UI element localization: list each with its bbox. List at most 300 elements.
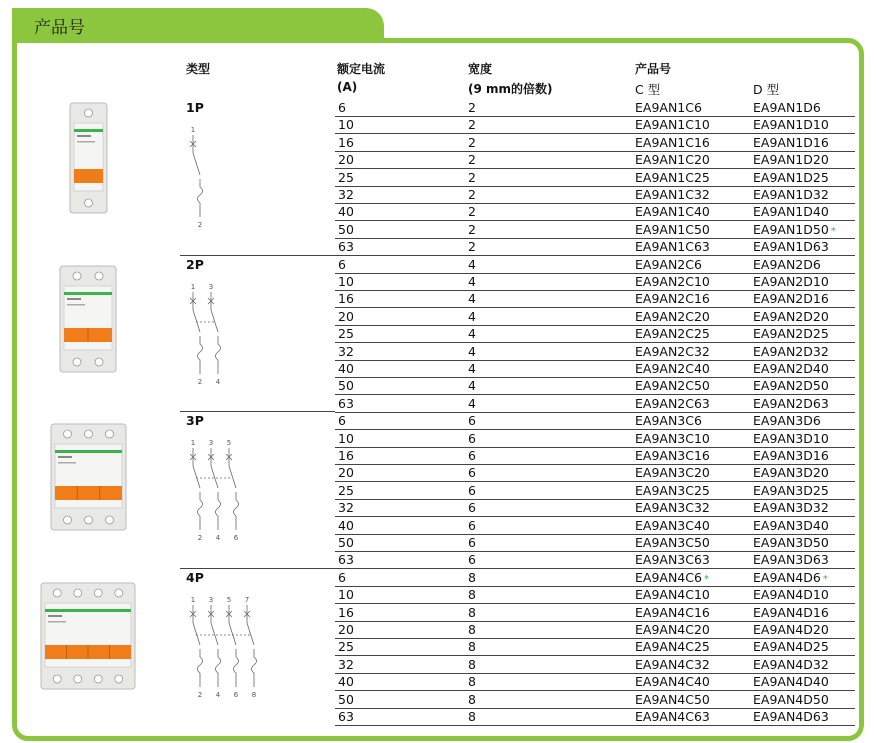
current-cell — [338, 222, 354, 238]
terminal-label-bottom: 4 — [215, 534, 221, 543]
c-type-product-cell-text: EA9AN3C16 — [635, 448, 710, 463]
width-cell — [468, 378, 476, 394]
table-row — [335, 638, 855, 656]
d-type-product-cell-text: EA9AN2D63 — [753, 395, 829, 411]
table-row — [335, 325, 855, 343]
c-type-product-cell — [635, 657, 710, 673]
d-type-product-cell-text: EA9AN3D50 — [753, 535, 829, 550]
c-type-product-cell-text: EA9AN3C6 — [635, 413, 702, 429]
width-cell — [468, 135, 476, 151]
table-row — [335, 534, 855, 552]
availability-star: * — [703, 573, 709, 585]
d-type-product-cell-text: EA9AN1D25 — [753, 169, 829, 185]
current-cell — [338, 361, 354, 377]
table-row — [335, 691, 855, 709]
c-type-product-cell-text: EA9AN4C6 — [635, 569, 702, 585]
c-type-product-cell-text: EA9AN2C16 — [635, 291, 710, 307]
c-type-product-cell-text: EA9AN3C63 — [635, 552, 710, 568]
current-cell-text: 25 — [338, 639, 354, 655]
d-type-product-cell — [753, 657, 829, 673]
width-cell-text: 2 — [468, 187, 476, 202]
d-type-product-cell — [753, 117, 829, 133]
d-type-product-cell-text: EA9AN1D16 — [753, 134, 829, 150]
header-d-type: D 型 — [753, 82, 780, 97]
c-type-product-cell-text: EA9AN4C16 — [635, 604, 710, 620]
width-cell — [468, 117, 476, 133]
width-cell — [468, 674, 476, 690]
width-cell — [468, 396, 476, 412]
d-type-product-cell-text: EA9AN4D63 — [753, 709, 829, 724]
c-type-product-cell — [635, 344, 710, 360]
width-cell — [468, 570, 476, 586]
current-cell — [338, 187, 354, 203]
breaker-product-icon — [39, 581, 137, 701]
current-cell-text: 32 — [338, 343, 354, 359]
table-row — [335, 621, 855, 639]
current-cell — [338, 291, 354, 307]
table-row — [335, 360, 855, 378]
current-cell-text: 20 — [338, 308, 354, 324]
current-cell-text: 25 — [338, 482, 354, 498]
width-cell — [468, 257, 476, 273]
d-type-product-cell-text: EA9AN1D63 — [753, 239, 829, 255]
current-cell — [338, 448, 354, 464]
table-row — [335, 134, 855, 152]
c-type-product-cell-text: EA9AN1C32 — [635, 187, 710, 202]
current-cell-text: 6 — [338, 569, 346, 585]
current-cell-text: 32 — [338, 187, 354, 202]
d-type-product-cell-text: EA9AN1D50 — [753, 221, 829, 237]
d-type-product-cell-text: EA9AN4D6 — [753, 569, 821, 585]
c-type-product-cell — [635, 465, 710, 481]
d-type-product-cell — [753, 135, 829, 151]
width-cell-text: 4 — [468, 308, 476, 324]
table-row — [335, 343, 855, 361]
width-cell — [468, 187, 476, 203]
header-current-unit: (A) — [337, 80, 358, 94]
current-cell — [338, 709, 354, 725]
group-divider — [180, 568, 335, 569]
c-type-product-cell — [635, 222, 710, 238]
d-type-product-cell — [753, 552, 829, 568]
c-type-product-cell — [635, 622, 710, 638]
width-cell — [468, 552, 476, 568]
c-type-product-cell — [635, 518, 710, 534]
group-divider — [180, 411, 335, 412]
c-type-product-cell-text: EA9AN3C32 — [635, 500, 710, 516]
breaker-product-icon — [68, 101, 109, 221]
c-type-product-cell-text: EA9AN2C50 — [635, 378, 710, 394]
width-cell-text: 8 — [468, 604, 476, 620]
current-cell — [338, 100, 346, 116]
pole-schematic-icon — [186, 123, 218, 238]
table-row — [335, 221, 855, 239]
table-row — [335, 308, 855, 326]
d-type-product-cell-text: EA9AN1D10 — [753, 117, 829, 133]
c-type-product-cell-text: EA9AN3C25 — [635, 482, 710, 498]
width-cell — [468, 222, 476, 238]
width-cell-text: 8 — [468, 569, 476, 585]
width-cell-text: 4 — [468, 256, 476, 272]
d-type-product-cell — [753, 483, 829, 499]
width-cell-text: 6 — [468, 535, 476, 550]
table-row — [335, 99, 855, 117]
current-cell — [338, 326, 354, 342]
width-cell — [468, 309, 476, 325]
width-cell — [468, 483, 476, 499]
header-c-type: C 型 — [635, 82, 661, 97]
c-type-product-cell — [635, 639, 710, 655]
current-cell — [338, 552, 354, 568]
current-cell — [338, 431, 354, 447]
terminal-label-top: 1 — [190, 439, 196, 448]
d-type-product-cell — [753, 239, 829, 255]
terminal-label-top: 1 — [190, 595, 196, 604]
width-cell-text: 4 — [468, 274, 476, 289]
terminal-label-top: 3 — [208, 282, 214, 291]
terminal-label-bottom: 2 — [197, 534, 203, 543]
width-cell-text: 6 — [468, 482, 476, 498]
current-cell — [338, 639, 354, 655]
d-type-product-cell-text: EA9AN2D6 — [753, 256, 821, 272]
current-cell — [338, 500, 354, 516]
current-cell — [338, 257, 346, 273]
width-cell-text: 8 — [468, 622, 476, 637]
current-cell-text: 10 — [338, 430, 354, 446]
d-type-product-cell — [753, 152, 829, 168]
d-type-product-cell-text: EA9AN3D20 — [753, 465, 829, 481]
c-type-product-cell — [635, 117, 710, 133]
pole-type-label: 1P — [186, 100, 204, 115]
d-type-product-cell — [753, 448, 829, 464]
d-type-product-cell — [753, 500, 829, 516]
current-cell — [338, 483, 354, 499]
current-cell — [338, 396, 354, 412]
width-cell-text: 8 — [468, 639, 476, 655]
width-cell-text: 2 — [468, 134, 476, 150]
d-type-product-cell-text: EA9AN4D20 — [753, 622, 829, 637]
d-type-product-cell — [753, 431, 829, 447]
c-type-product-cell-text: EA9AN1C6 — [635, 100, 702, 115]
d-type-product-cell-text: EA9AN3D32 — [753, 500, 829, 516]
current-cell — [338, 152, 354, 168]
table-row — [335, 569, 855, 587]
current-cell — [338, 274, 354, 290]
current-cell — [338, 344, 354, 360]
d-type-product-cell — [753, 622, 829, 638]
current-cell — [338, 692, 354, 708]
c-type-product-cell — [635, 239, 710, 255]
width-cell-text: 8 — [468, 674, 476, 690]
c-type-product-cell — [635, 448, 710, 464]
d-type-product-cell — [753, 170, 829, 186]
c-type-product-cell-text: EA9AN4C32 — [635, 656, 710, 672]
c-type-product-cell-text: EA9AN1C40 — [635, 204, 710, 220]
d-type-product-cell-text: EA9AN3D6 — [753, 413, 821, 429]
current-cell-text: 10 — [338, 587, 354, 603]
width-cell — [468, 657, 476, 673]
current-cell-text: 50 — [338, 535, 354, 550]
c-type-product-cell-text: EA9AN3C10 — [635, 430, 710, 446]
table-row — [335, 656, 855, 674]
d-type-product-cell-text: EA9AN2D50 — [753, 378, 829, 394]
current-cell-text: 50 — [338, 221, 354, 237]
width-cell — [468, 605, 476, 621]
d-type-product-cell — [753, 465, 829, 481]
current-cell-text: 16 — [338, 448, 354, 463]
c-type-product-cell — [635, 605, 710, 621]
d-type-product-cell — [753, 709, 829, 725]
pole-schematic-icon — [186, 436, 254, 551]
current-cell — [338, 239, 354, 255]
current-cell — [338, 518, 354, 534]
d-type-product-cell-text: EA9AN2D25 — [753, 326, 829, 342]
c-type-product-cell — [635, 692, 710, 708]
current-cell-text: 50 — [338, 691, 354, 707]
width-cell-text: 8 — [468, 691, 476, 707]
current-cell — [338, 605, 354, 621]
current-cell-text: 50 — [338, 378, 354, 394]
c-type-product-cell — [635, 709, 710, 725]
current-cell — [338, 622, 354, 638]
d-type-product-cell-text: EA9AN4D40 — [753, 674, 829, 690]
d-type-product-cell — [753, 570, 828, 588]
width-cell — [468, 326, 476, 342]
current-cell-text: 6 — [338, 413, 346, 429]
width-cell — [468, 274, 476, 290]
current-cell-text: 63 — [338, 552, 354, 568]
c-type-product-cell — [635, 378, 710, 394]
current-cell-text: 40 — [338, 204, 354, 220]
c-type-product-cell — [635, 483, 710, 499]
current-cell — [338, 587, 354, 603]
current-cell-text: 63 — [338, 239, 354, 255]
pole-schematic-icon — [186, 593, 272, 708]
width-cell-text: 6 — [468, 448, 476, 463]
pole-type-label: 3P — [186, 413, 204, 429]
table-row — [335, 256, 855, 274]
c-type-product-cell-text: EA9AN4C63 — [635, 709, 710, 724]
current-cell-text: 32 — [338, 656, 354, 672]
width-cell-text: 6 — [468, 517, 476, 533]
c-type-product-cell — [635, 135, 710, 151]
c-type-product-cell-text: EA9AN2C63 — [635, 395, 710, 411]
d-type-product-cell — [753, 291, 829, 307]
width-cell-text: 2 — [468, 169, 476, 185]
d-type-product-cell — [753, 518, 829, 534]
header-product: 产品号 — [635, 62, 672, 76]
d-type-product-cell-text: EA9AN4D25 — [753, 639, 829, 655]
c-type-product-cell-text: EA9AN4C20 — [635, 622, 710, 637]
c-type-product-cell — [635, 570, 709, 588]
width-cell-text: 2 — [468, 204, 476, 220]
c-type-product-cell — [635, 204, 710, 220]
d-type-product-cell — [753, 396, 829, 412]
d-type-product-cell — [753, 326, 829, 342]
c-type-product-cell — [635, 326, 710, 342]
width-cell-text: 4 — [468, 361, 476, 376]
d-type-product-cell — [753, 204, 829, 220]
table-row — [335, 290, 855, 308]
table-row — [335, 464, 855, 482]
table-row — [335, 447, 855, 465]
width-cell-text: 6 — [468, 552, 476, 568]
current-cell-text: 16 — [338, 134, 354, 150]
width-cell-text: 4 — [468, 343, 476, 359]
table-row — [335, 151, 855, 169]
table-row — [335, 430, 855, 448]
width-cell — [468, 639, 476, 655]
current-cell-text: 63 — [338, 709, 354, 724]
c-type-product-cell-text: EA9AN3C20 — [635, 465, 710, 481]
width-cell-text: 4 — [468, 378, 476, 394]
c-type-product-cell-text: EA9AN4C50 — [635, 691, 710, 707]
current-cell — [338, 204, 354, 220]
c-type-product-cell-text: EA9AN4C40 — [635, 674, 710, 690]
width-cell — [468, 100, 476, 116]
width-cell — [468, 152, 476, 168]
breaker-product-icon — [58, 264, 118, 384]
current-cell — [338, 170, 354, 186]
d-type-product-cell — [753, 309, 829, 325]
table-row — [335, 395, 855, 413]
current-cell — [338, 413, 346, 429]
breaker-product-icon — [49, 422, 128, 542]
width-cell — [468, 535, 476, 551]
page-title: 产品号 — [34, 18, 85, 38]
terminal-label-bottom: 4 — [215, 377, 221, 386]
c-type-product-cell — [635, 170, 710, 186]
d-type-product-cell-text: EA9AN3D16 — [753, 448, 829, 463]
table-row — [335, 412, 855, 430]
table-row — [335, 169, 855, 187]
c-type-product-cell-text: EA9AN1C25 — [635, 169, 710, 185]
width-cell — [468, 622, 476, 638]
d-type-product-cell-text: EA9AN1D6 — [753, 100, 821, 115]
c-type-product-cell — [635, 274, 710, 290]
d-type-product-cell — [753, 222, 836, 240]
terminal-label-top: 7 — [244, 595, 250, 604]
d-type-product-cell — [753, 587, 829, 603]
pole-schematic-icon — [186, 280, 236, 395]
c-type-product-cell-text: EA9AN1C10 — [635, 117, 710, 133]
terminal-label-top: 1 — [190, 282, 196, 291]
c-type-product-cell — [635, 535, 710, 551]
header-width-unit: (9 mm的倍数) — [468, 82, 553, 96]
width-cell-text: 8 — [468, 587, 476, 603]
width-cell-text: 8 — [468, 656, 476, 672]
d-type-product-cell-text: EA9AN2D10 — [753, 274, 829, 289]
current-cell-text: 20 — [338, 622, 354, 637]
c-type-product-cell-text: EA9AN2C10 — [635, 274, 710, 289]
d-type-product-cell-text: EA9AN3D63 — [753, 552, 829, 568]
c-type-product-cell-text: EA9AN1C63 — [635, 239, 710, 255]
c-type-product-cell-text: EA9AN2C25 — [635, 326, 710, 342]
width-cell-text: 8 — [468, 709, 476, 724]
d-type-product-cell-text: EA9AN1D40 — [753, 204, 829, 220]
current-cell-text: 6 — [338, 256, 346, 272]
width-cell-text: 6 — [468, 500, 476, 516]
c-type-product-cell — [635, 187, 710, 203]
current-cell-text: 32 — [338, 500, 354, 516]
width-cell — [468, 431, 476, 447]
d-type-product-cell-text: EA9AN4D50 — [753, 691, 829, 707]
current-cell-text: 25 — [338, 169, 354, 185]
table-row — [335, 377, 855, 395]
c-type-product-cell — [635, 396, 710, 412]
terminal-label-bottom: 8 — [251, 690, 257, 699]
width-cell-text: 6 — [468, 430, 476, 446]
d-type-product-cell-text: EA9AN2D32 — [753, 343, 829, 359]
d-type-product-cell-text: EA9AN1D32 — [753, 187, 829, 202]
d-type-product-cell — [753, 692, 829, 708]
d-type-product-cell — [753, 639, 829, 655]
width-cell — [468, 413, 476, 429]
width-cell-text: 4 — [468, 291, 476, 307]
c-type-product-cell — [635, 500, 710, 516]
availability-star: * — [822, 573, 828, 585]
current-cell-text: 16 — [338, 291, 354, 307]
d-type-product-cell — [753, 187, 829, 203]
table-row — [335, 482, 855, 500]
current-cell — [338, 465, 354, 481]
current-cell-text: 10 — [338, 274, 354, 289]
width-cell-text: 2 — [468, 100, 476, 115]
current-cell — [338, 117, 354, 133]
c-type-product-cell-text: EA9AN1C50 — [635, 221, 710, 237]
d-type-product-cell-text: EA9AN3D25 — [753, 482, 829, 498]
d-type-product-cell — [753, 674, 829, 690]
table-row — [335, 517, 855, 535]
current-cell — [338, 378, 354, 394]
current-cell-text: 63 — [338, 395, 354, 411]
d-type-product-cell-text: EA9AN4D16 — [753, 604, 829, 620]
c-type-product-cell — [635, 587, 710, 603]
header-width: 宽度 — [468, 62, 493, 76]
width-cell-text: 2 — [468, 221, 476, 237]
pole-type-label: 2P — [186, 256, 204, 272]
width-cell — [468, 692, 476, 708]
c-type-product-cell — [635, 431, 710, 447]
current-cell — [338, 135, 354, 151]
c-type-product-cell-text: EA9AN3C40 — [635, 517, 710, 533]
terminal-label-bottom: 4 — [215, 690, 221, 699]
d-type-product-cell — [753, 605, 829, 621]
width-cell — [468, 170, 476, 186]
c-type-product-cell-text: EA9AN2C32 — [635, 343, 710, 359]
terminal-label-top: 3 — [208, 439, 214, 448]
d-type-product-cell — [753, 344, 829, 360]
width-cell-text: 4 — [468, 395, 476, 411]
width-cell-text: 2 — [468, 239, 476, 255]
width-cell — [468, 361, 476, 377]
c-type-product-cell — [635, 100, 702, 116]
d-type-product-cell-text: EA9AN2D20 — [753, 308, 829, 324]
terminal-label-bottom: 2 — [197, 221, 203, 229]
c-type-product-cell — [635, 413, 702, 429]
c-type-product-cell — [635, 552, 710, 568]
table-row — [335, 116, 855, 134]
d-type-product-cell-text: EA9AN2D40 — [753, 361, 829, 376]
header-current: 额定电流 — [337, 62, 386, 76]
d-type-product-cell — [753, 413, 821, 429]
width-cell — [468, 709, 476, 725]
current-cell — [338, 535, 354, 551]
c-type-product-cell-text: EA9AN2C40 — [635, 361, 710, 376]
width-cell-text: 6 — [468, 465, 476, 481]
c-type-product-cell-text: EA9AN1C20 — [635, 152, 710, 168]
d-type-product-cell — [753, 257, 821, 273]
